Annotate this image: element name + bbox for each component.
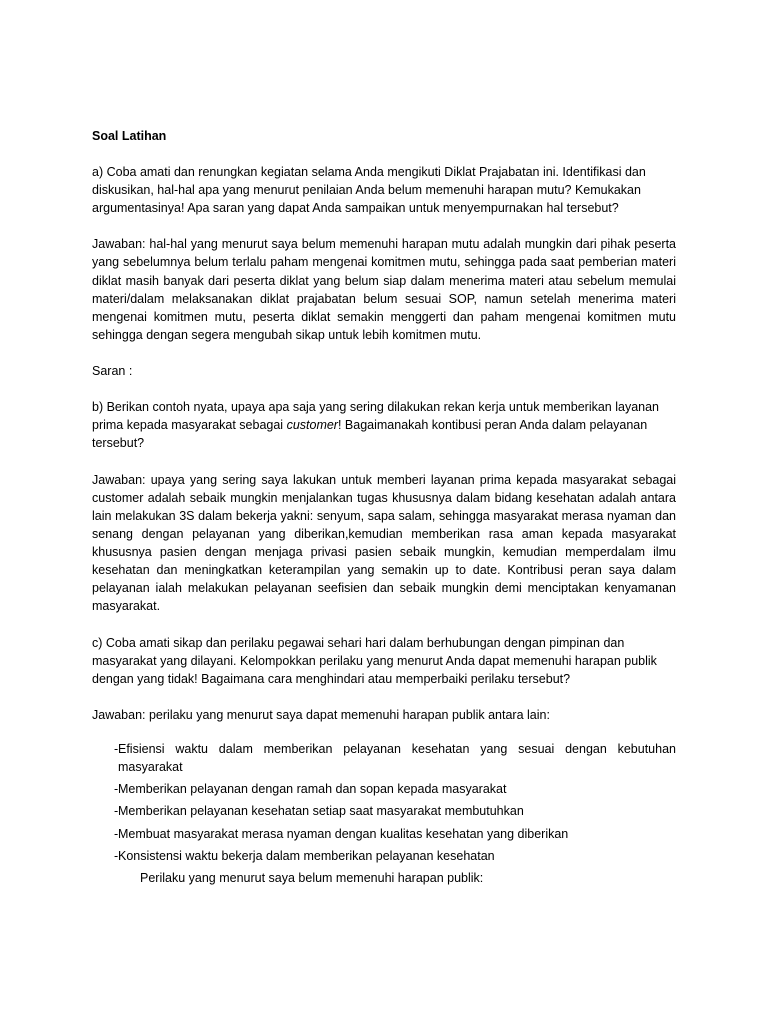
question-b-text-part1: b) Berikan contoh nyata, upaya apa saja yang sering dilakukan rekan kerja untuk memberikan layanan prima kepada masyarakat sebagai [92,400,660,433]
list-item [92,847,676,865]
list-item-label: Membuat masyarakat merasa nyaman dengan kualitas kesehatan yang diberikan [118,826,569,841]
question-b-italic-term: customer [286,418,338,433]
question-b-text-part2: ! Bagaimanakah kontibusi peran Anda dalam pelayanan tersebut? [92,418,648,451]
list-item-label: Memberikan pelayanan kesehatan setiap saat masyarakat membutuhkan [118,804,524,819]
list-bullet-icon: - [114,848,119,863]
answer-b-paragraph: Jawaban: upaya yang sering saya lakukan untuk memberi layanan prima kepada masyarakat sebagai customer adalah sebaik mungkin menjalankan tugas khususnya dalam bidang kesehatan adalah antara lain melakukan 3S dalam bekerja yakni: senyum, sapa salam, sehingga masyarakat merasa nyaman dan senang dengan pelayanan yang diberikan,kemudian memberikan rasa aman kepada masyarakat khususnya pasien dengan menjaga privasi pasien sebaik mungkin, kemudian memperdalam ilmu kesehatan dan meningkatkan keterampilan yang semakin up to date. Kontribusi peran saya dalam pelayanan ialah melakukan pelayanan seefisien dan sebaik mungkin demi menciptakan kenyamanan masyarakat. [92,472,676,614]
list-item-label: Konsistensi waktu bekerja dalam memberikan pelayanan kesehatan [118,848,495,863]
list-item-label: Efisiensi waktu dalam memberikan pelayanan kesehatan yang sesuai dengan kebutuhan masyarakat [118,742,676,775]
list-bullet-icon: - [114,742,119,756]
list-item [92,740,676,776]
question-a-paragraph: a) Coba amati dan renungkan kegiatan selama Anda mengikuti Diklat Prajabatan ini. Identifikasi dan diskusikan, hal-hal apa yang menurut penilaian Anda belum memenuhi harapan mutu? Kemukakan argumentasinya! Apa saran yang dapat Anda sampaikan untuk menyempurnakan hal tersebut? [92,164,646,216]
list-item [92,802,676,820]
list-item-label: Memberikan pelayanan dengan ramah dan sopan kepada masyarakat [118,782,507,797]
document-content [92,128,676,887]
list-item [92,780,676,798]
list-bullet-icon: - [114,826,119,841]
answer-c-intro: Jawaban: perilaku yang menurut saya dapat memenuhi harapan publik antara lain: [92,707,550,722]
list-bullet-icon: - [114,782,119,797]
answer-c-closing-note: Perilaku yang menurut saya belum memenuhi harapan publik: [140,870,484,885]
list-bullet-icon: - [114,804,119,819]
question-c-paragraph: c) Coba amati sikap dan perilaku pegawai sehari hari dalam berhubungan dengan pimpinan dan masyarakat yang dilayani. Kelompokkan perilaku yang menurut Anda dapat memenuhi harapan publik dengan yang tidak! Bagaimana cara menghindari atau memperbaiki perilaku tersebut? [92,635,657,686]
answer-c-list [92,740,676,865]
question-b-paragraph [92,398,676,452]
answer-a-paragraph: Jawaban: hal-hal yang menurut saya belum memenuhi harapan mutu adalah mungkin dari pihak peserta yang sebelumnya belum terlalu paham mengenai komitmen mutu, sehingga pada saat pemberian materi diklat masih banyak dari peserta diklat yang belum siap dalam menerima materi atau sebelum memulai materi/dalam melaksanakan diklat prajabatan belum sesuai SOP, namun setelah menerima materi mengenai komitmen mutu, peserta diklat semakin menggerti dan paham mengenai komitmen mutu sehingga dengan segera mengubah sikap untuk lebih komitmen mutu. [92,237,676,342]
list-item [92,825,676,843]
page-title: Soal Latihan [92,129,167,143]
saran-label: Saran : [92,364,133,378]
